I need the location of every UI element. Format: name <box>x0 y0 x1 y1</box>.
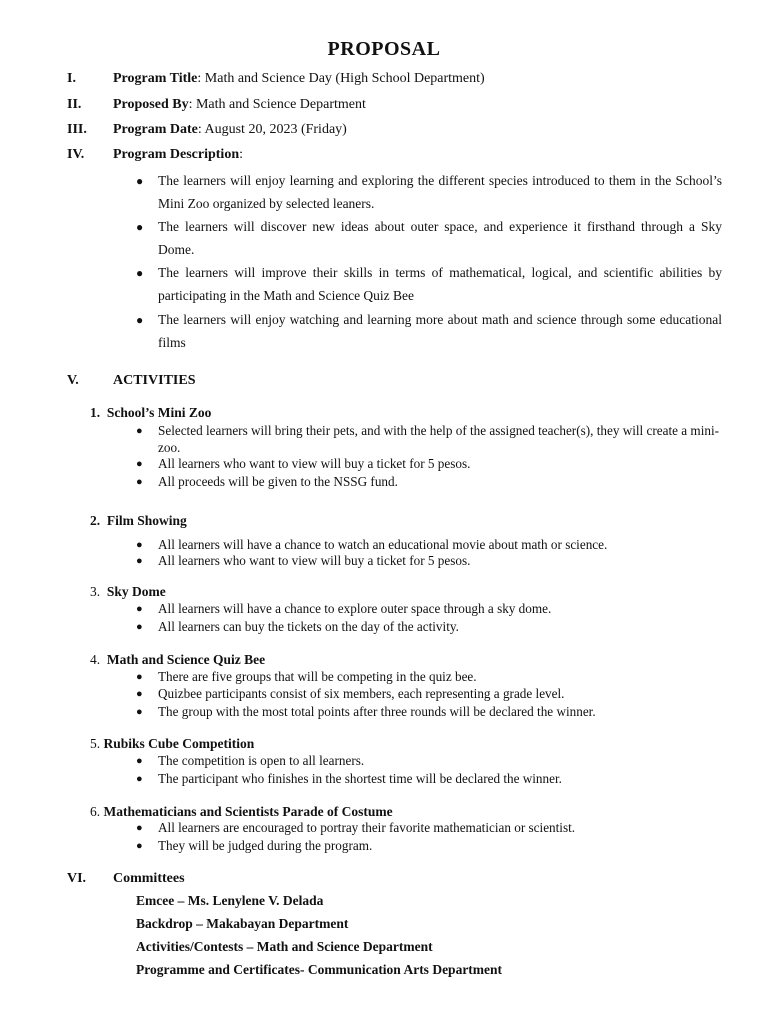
activity-title: Film Showing <box>106 513 187 528</box>
bullet-icon: ● <box>136 313 144 327</box>
activity-number: 5. <box>90 736 101 751</box>
description-item <box>136 170 722 215</box>
committee-item: Programme and Certificates- Communication Arts Department <box>136 962 503 977</box>
committee-item: Emcee – Ms. Lenylene V. Delada <box>136 893 324 908</box>
bullet-icon: ● <box>136 476 143 488</box>
bullet-icon: ● <box>136 822 143 834</box>
activity-item <box>136 771 722 788</box>
activity-item-text: They will be judged during the program. <box>158 838 373 853</box>
activity-item-text: All proceeds will be given to the NSSG fund. <box>158 474 398 489</box>
activity-title: Math and Science Quiz Bee <box>106 652 266 667</box>
bullet-icon: ● <box>136 621 143 633</box>
bullet-icon: ● <box>136 220 144 234</box>
activity-item-text: There are five groups that will be competing in the quiz bee. <box>158 669 477 684</box>
section-value: : <box>239 147 243 162</box>
bullet-icon: ● <box>136 603 143 615</box>
section-program-date <box>67 122 347 138</box>
activity-heading <box>90 736 254 752</box>
activity-item-text: The competition is open to all learners. <box>158 753 365 768</box>
description-item <box>136 216 722 261</box>
activity-item-text: All learners are encouraged to portray their favorite mathematician or scientist. <box>158 820 576 835</box>
activity-heading <box>90 804 393 820</box>
activity-item-text: All learners who want to view will buy a ticket for 5 pesos. <box>158 456 471 471</box>
description-text: The learners will enjoy watching and learning more about math and science through some educational films <box>158 312 722 350</box>
activity-number: 2. <box>90 513 101 528</box>
activity-title: Mathematicians and Scientists Parade of Costume <box>103 804 393 819</box>
section-label: Program Description <box>113 147 240 162</box>
activity-item-text: All learners who want to view will buy a ticket for 5 pesos. <box>158 553 471 568</box>
section-number: IV. <box>67 147 85 162</box>
activity-item <box>136 704 722 721</box>
description-text: The learners will discover new ideas about outer space, and experience it firsthand through a Sky Dome. <box>158 219 722 257</box>
bullet-icon: ● <box>136 458 143 470</box>
section-label: Committees <box>113 871 185 886</box>
bullet-icon: ● <box>136 840 143 852</box>
bullet-icon: ● <box>136 706 143 718</box>
section-program-description <box>67 147 243 163</box>
activity-heading <box>90 405 211 421</box>
section-label: Proposed By <box>113 97 189 112</box>
activity-heading <box>90 584 166 600</box>
activity-item <box>136 537 722 554</box>
activity-item <box>136 669 722 686</box>
activity-item <box>136 474 722 491</box>
activity-item-text: The participant who finishes in the shortest time will be declared the winner. <box>158 771 562 786</box>
section-number: II. <box>67 97 82 112</box>
bullet-icon: ● <box>136 266 144 280</box>
section-label: Program Title <box>113 71 198 86</box>
activity-item-text: Selected learners will bring their pets, and with the help of the assigned teacher(s), they will create a mini-zoo. <box>158 423 720 455</box>
description-item <box>136 309 722 354</box>
activity-title: Rubiks Cube Competition <box>103 736 255 751</box>
activity-item <box>136 456 722 473</box>
section-label: Program Date <box>113 122 198 137</box>
bullet-icon: ● <box>136 425 143 437</box>
section-value: : Math and Science Department <box>188 97 366 112</box>
bullet-icon: ● <box>136 773 143 785</box>
activity-item <box>136 619 722 636</box>
section-program-title <box>67 71 485 87</box>
section-number: VI. <box>67 871 87 886</box>
section-number: I. <box>67 71 76 86</box>
activity-title: School’s Mini Zoo <box>106 405 212 420</box>
activity-item <box>136 838 722 855</box>
bullet-icon: ● <box>136 539 143 551</box>
section-proposed-by <box>67 97 366 113</box>
section-number: III. <box>67 122 87 137</box>
committee-item: Backdrop – Makabayan Department <box>136 916 349 931</box>
activity-number: 6. <box>90 804 101 819</box>
activity-item-text: All learners will have a chance to explore outer space through a sky dome. <box>158 601 552 616</box>
description-item <box>136 262 722 307</box>
activity-item-text: All learners can buy the tickets on the day of the activity. <box>158 619 459 634</box>
committee-item: Activities/Contests – Math and Science Department <box>136 939 433 954</box>
activity-number: 3. <box>90 584 101 599</box>
activity-number: 1. <box>90 405 101 420</box>
activity-item <box>136 820 722 837</box>
activity-item-text: The group with the most total points after three rounds will be declared the winner. <box>158 704 596 719</box>
activity-item-text: Quizbee participants consist of six members, each representing a grade level. <box>158 686 565 701</box>
activity-item <box>136 423 722 456</box>
activity-number: 4. <box>90 652 101 667</box>
bullet-icon: ● <box>136 671 143 683</box>
activity-heading <box>90 652 265 668</box>
section-number: V. <box>67 373 79 388</box>
section-activities <box>67 373 195 389</box>
section-value: : Math and Science Day (High School Department) <box>197 71 485 86</box>
section-label: ACTIVITIES <box>113 373 196 388</box>
bullet-icon: ● <box>136 555 143 567</box>
activity-item <box>136 686 722 703</box>
activity-heading <box>90 513 187 529</box>
document-title: PROPOSAL <box>327 38 441 60</box>
activity-item-text: All learners will have a chance to watch an educational movie about math or science. <box>158 537 608 552</box>
activity-item <box>136 753 722 770</box>
activity-title: Sky Dome <box>106 584 166 599</box>
bullet-icon: ● <box>136 755 143 767</box>
activity-item <box>136 601 722 618</box>
bullet-icon: ● <box>136 688 143 700</box>
description-text: The learners will improve their skills in terms of mathematical, logical, and scientific abilities by participating in the Math and Science Quiz Bee <box>158 265 722 303</box>
section-value: : August 20, 2023 (Friday) <box>197 122 347 137</box>
section-committees <box>67 871 185 887</box>
activity-item <box>136 553 722 570</box>
description-text: The learners will enjoy learning and exploring the different species introduced to them in the School’s Mini Zoo organized by selected leaners. <box>158 173 722 211</box>
bullet-icon: ● <box>136 174 144 188</box>
